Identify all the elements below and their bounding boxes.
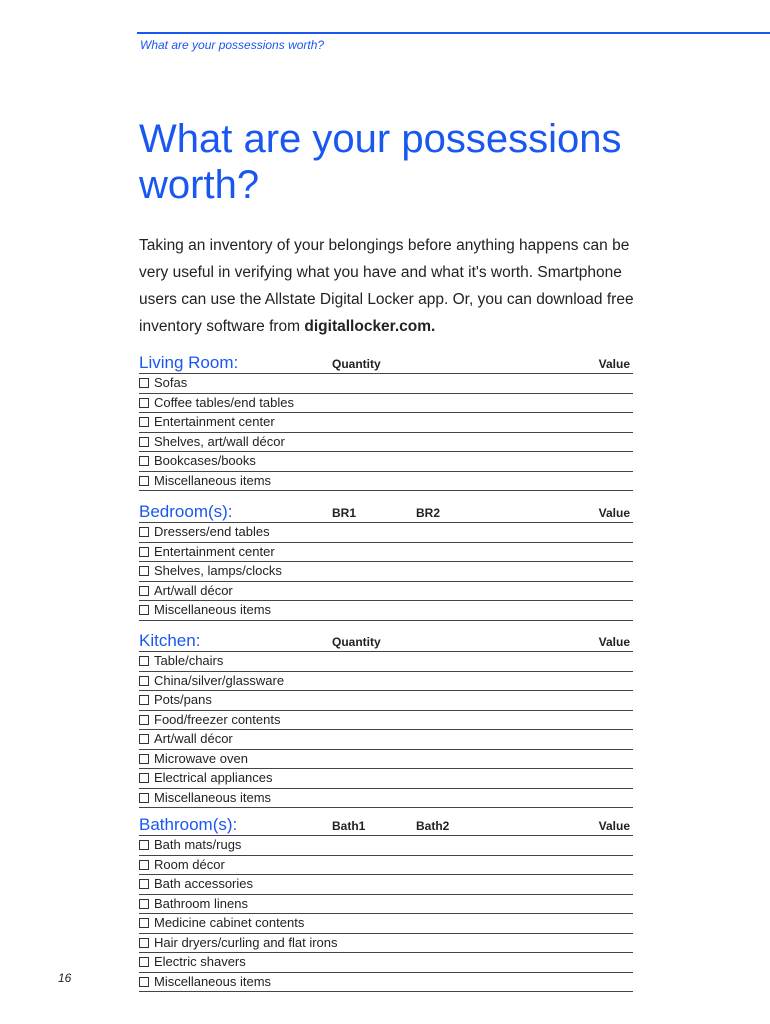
- digital-locker-link[interactable]: digitallocker.com.: [304, 318, 436, 335]
- page-title: What are your possessions worth?: [139, 117, 622, 207]
- item-label: Bathroom linens: [154, 895, 248, 911]
- checkbox[interactable]: [139, 715, 149, 725]
- column-bath1: Bath1: [332, 819, 366, 833]
- checklist-row[interactable]: [139, 875, 633, 895]
- column-br1: BR1: [332, 506, 357, 520]
- section-header: [139, 815, 633, 835]
- checkbox[interactable]: [139, 527, 149, 537]
- intro-text: Taking an inventory of your belongings before anything happens can be very useful in verifying what you have and what it's worth. Smartphone users can use the Allstate Digital Locker app. Or, you can download free inventory software from: [139, 237, 634, 335]
- checklist-row[interactable]: [139, 895, 633, 915]
- checklist-row[interactable]: [139, 373, 633, 394]
- checklist: [139, 373, 633, 491]
- checklist-row[interactable]: [139, 730, 633, 750]
- checkbox[interactable]: [139, 879, 149, 889]
- checkbox[interactable]: [139, 938, 149, 948]
- item-label: Food/freezer contents: [154, 711, 281, 727]
- checkbox[interactable]: [139, 977, 149, 987]
- column-quantity: Quantity: [332, 635, 381, 649]
- item-label: Pots/pans: [154, 692, 212, 708]
- item-label: Microwave oven: [154, 750, 248, 766]
- checkbox[interactable]: [139, 918, 149, 928]
- item-label: Art/wall décor: [154, 582, 233, 598]
- checklist-row[interactable]: [139, 582, 633, 602]
- checkbox[interactable]: [139, 456, 149, 466]
- checkbox[interactable]: [139, 476, 149, 486]
- checklist-row[interactable]: [139, 769, 633, 789]
- section-title: Living Room:: [139, 353, 239, 372]
- checkbox[interactable]: [139, 840, 149, 850]
- checkbox[interactable]: [139, 378, 149, 388]
- section-header: [139, 631, 633, 651]
- item-label: Miscellaneous items: [154, 789, 272, 805]
- checkbox[interactable]: [139, 754, 149, 764]
- checkbox[interactable]: [139, 957, 149, 967]
- section-header: [139, 353, 633, 373]
- checklist: [139, 651, 633, 808]
- item-label: Room décor: [154, 856, 225, 872]
- checklist-row[interactable]: [139, 601, 633, 621]
- column-bath2: Bath2: [416, 819, 450, 833]
- checkbox[interactable]: [139, 899, 149, 909]
- item-label: Medicine cabinet contents: [154, 915, 305, 931]
- column-br2: BR2: [416, 506, 441, 520]
- checklist-row[interactable]: [139, 973, 633, 993]
- section-header: [139, 502, 633, 522]
- item-label: Electrical appliances: [154, 770, 273, 786]
- checkbox[interactable]: [139, 566, 149, 576]
- item-label: Hair dryers/curling and flat irons: [154, 934, 338, 950]
- item-label: Miscellaneous items: [154, 973, 272, 989]
- intro-paragraph: [139, 232, 639, 340]
- checkbox[interactable]: [139, 734, 149, 744]
- item-label: China/silver/glassware: [154, 672, 285, 688]
- checkbox[interactable]: [139, 417, 149, 427]
- section-bedroom: [139, 502, 633, 621]
- checkbox[interactable]: [139, 860, 149, 870]
- section-title: Bathroom(s):: [139, 815, 238, 834]
- item-label: Table/chairs: [154, 653, 224, 669]
- item-label: Sofas: [154, 375, 188, 391]
- checklist-row[interactable]: [139, 522, 633, 543]
- section-title: Kitchen:: [139, 631, 201, 650]
- column-quantity: Quantity: [332, 357, 381, 371]
- checklist-row[interactable]: [139, 672, 633, 692]
- item-label: Shelves, lamps/clocks: [154, 563, 282, 579]
- section-bathroom: [139, 815, 633, 992]
- checkbox[interactable]: [139, 605, 149, 615]
- section-living-room: [139, 353, 633, 491]
- item-label: Entertainment center: [154, 543, 275, 559]
- checklist: [139, 835, 633, 992]
- checklist: [139, 522, 633, 621]
- item-label: Bookcases/books: [154, 453, 256, 469]
- checkbox[interactable]: [139, 793, 149, 803]
- checklist-row[interactable]: [139, 651, 633, 672]
- column-value: Value: [598, 506, 630, 520]
- checklist-row[interactable]: [139, 562, 633, 582]
- item-label: Dressers/end tables: [154, 524, 270, 540]
- item-label: Electric shavers: [154, 954, 246, 970]
- checklist-row[interactable]: [139, 789, 633, 809]
- item-label: Bath accessories: [154, 876, 253, 892]
- item-label: Bath mats/rugs: [154, 837, 242, 853]
- checkbox[interactable]: [139, 695, 149, 705]
- header-rule: [137, 32, 770, 34]
- item-label: Shelves, art/wall décor: [154, 433, 285, 449]
- checklist-row[interactable]: [139, 543, 633, 563]
- item-label: Coffee tables/end tables: [154, 394, 294, 410]
- checklist-row[interactable]: [139, 433, 633, 453]
- checkbox[interactable]: [139, 586, 149, 596]
- checkbox[interactable]: [139, 398, 149, 408]
- checklist-row[interactable]: [139, 452, 633, 472]
- checkbox[interactable]: [139, 656, 149, 666]
- checklist-row[interactable]: [139, 914, 633, 934]
- column-value: Value: [598, 357, 630, 371]
- item-label: Art/wall décor: [154, 731, 233, 747]
- checklist-row[interactable]: [139, 394, 633, 414]
- checklist-row[interactable]: [139, 856, 633, 876]
- item-label: Miscellaneous items: [154, 602, 272, 618]
- item-label: Miscellaneous items: [154, 472, 272, 488]
- checklist-row[interactable]: [139, 472, 633, 492]
- checkbox[interactable]: [139, 547, 149, 557]
- running-head: What are your possessions worth?: [140, 38, 325, 52]
- section-kitchen: [139, 631, 633, 808]
- checklist-row[interactable]: [139, 413, 633, 433]
- column-value: Value: [598, 819, 630, 833]
- checklist-row[interactable]: [139, 953, 633, 973]
- item-label: Entertainment center: [154, 414, 275, 430]
- checklist-row[interactable]: [139, 750, 633, 770]
- column-value: Value: [598, 635, 630, 649]
- checkbox[interactable]: [139, 437, 149, 447]
- checklist-row[interactable]: [139, 934, 633, 954]
- checkbox[interactable]: [139, 676, 149, 686]
- checklist-row[interactable]: [139, 711, 633, 731]
- checklist-row[interactable]: [139, 835, 633, 856]
- section-title: Bedroom(s):: [139, 502, 233, 521]
- checklist-row[interactable]: [139, 691, 633, 711]
- checkbox[interactable]: [139, 773, 149, 783]
- page-number: 16: [58, 971, 72, 985]
